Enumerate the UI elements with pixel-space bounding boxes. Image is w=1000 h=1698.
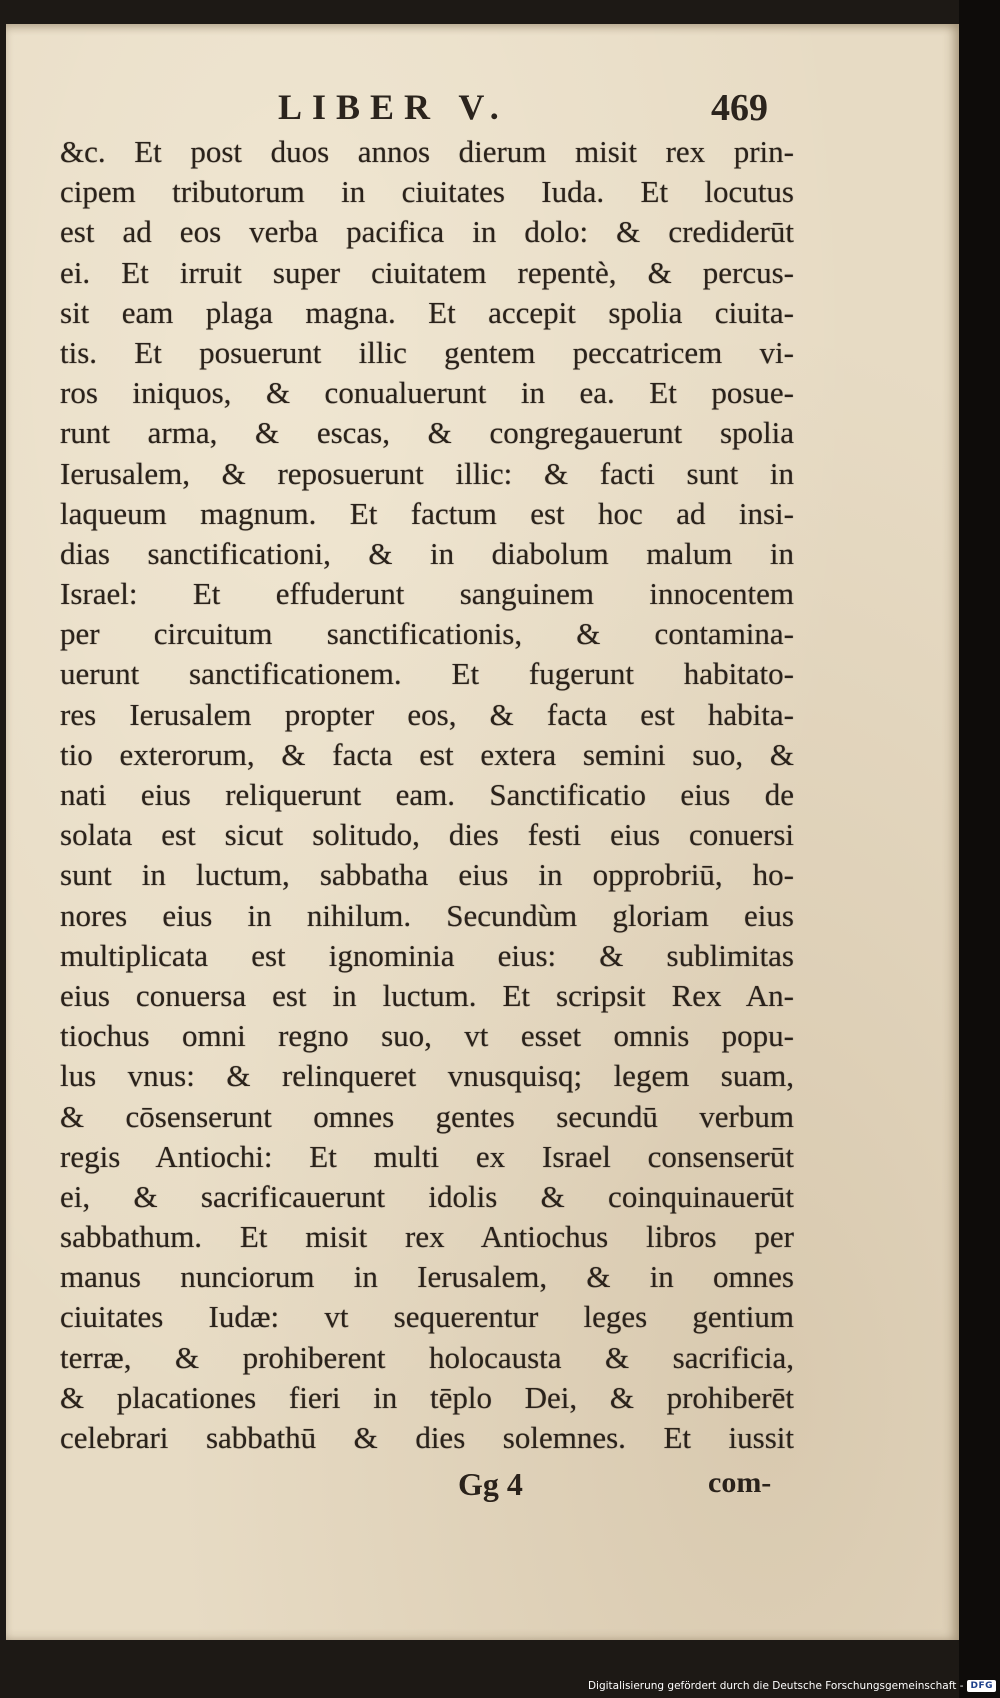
page-footer: [6, 1466, 959, 1510]
text-line: sabbathum. Et misit rex Antiochus libros per: [60, 1219, 794, 1255]
digitization-credit: [588, 1678, 996, 1694]
book-page: [6, 24, 959, 1640]
text-line: res Ierusalem propter eos, & facta est habita-: [60, 696, 794, 732]
text-line: tiochus omni regno suo, vt esset omnis popu-: [60, 1018, 794, 1054]
text-line: manus nunciorum in Ierusalem, & in omnes: [60, 1259, 794, 1295]
text-line: ros iniquos, & conualuerunt in ea. Et posue-: [60, 375, 794, 411]
text-line: est ad eos verba pacifica in dolo: & crediderūt: [60, 214, 794, 250]
text-line: tio exterorum, & facta est extera semini suo, &: [60, 736, 794, 772]
text-line: sunt in luctum, sabbatha eius in opprobriū, ho-: [60, 857, 794, 893]
catchword: com-: [708, 1466, 772, 1499]
text-line: runt arma, & escas, & congregauerunt spolia: [60, 415, 794, 451]
text-line: &c. Et post duos annos dierum misit rex prin-: [60, 134, 794, 169]
text-line: multiplicata est ignominia eius: & sublimitas: [60, 937, 794, 973]
page-number: 469: [711, 87, 768, 129]
text-line: Ierusalem, & reposuerunt illic: & facti sunt in: [60, 455, 794, 491]
text-line: & cōsenserunt omnes gentes secundū verbum: [60, 1098, 794, 1134]
text-line: cipem tributorum in ciuitates Iuda. Et locutus: [60, 174, 794, 210]
text-line: regis Antiochi: Et multi ex Israel consenserūt: [60, 1138, 794, 1174]
running-title: LIBER V.: [278, 87, 509, 127]
text-line: ei. Et irruit super ciuitatem repentè, & percus-: [60, 254, 794, 290]
text-line: ciuitates Iudæ: vt sequerentur leges gentium: [60, 1299, 794, 1335]
text-line: dias sanctificationi, & in diabolum malum in: [60, 535, 794, 571]
scan-dark-edge: [959, 0, 1000, 1698]
text-line: solata est sicut solitudo, dies festi eius conuersi: [60, 817, 794, 853]
text-line: per circuitum sanctificationis, & contamina-: [60, 616, 794, 652]
text-line: eius conuersa est in luctum. Et scripsit Rex An-: [60, 977, 794, 1013]
text-line: sit eam plaga magna. Et accepit spolia ciuita-: [60, 294, 794, 330]
text-line: ei, & sacrificauerunt idolis & coinquinauerūt: [60, 1178, 794, 1214]
text-line: Israel: Et effuderunt sanguinem innocentem: [60, 576, 794, 612]
running-head: [6, 86, 959, 130]
text-line: tis. Et posuerunt illic gentem peccatricem vi-: [60, 334, 794, 370]
text-line: celebrari sabbathū & dies solemnes. Et iussit: [60, 1420, 794, 1455]
text-line: terræ, & prohiberent holocausta & sacrificia,: [60, 1339, 794, 1375]
body-text: [60, 132, 794, 1458]
credit-text: Digitalisierung gefördert durch die Deutsche Forschungsgemeinschaft -: [587, 1680, 964, 1692]
text-line: lus vnus: & relinqueret vnusquisq; legem suam,: [60, 1058, 794, 1094]
signature-mark: Gg 4: [458, 1466, 523, 1502]
text-line: nores eius in nihilum. Secundùm gloriam eius: [60, 897, 794, 933]
text-line: nati eius reliquerunt eam. Sanctificatio eius de: [60, 777, 794, 812]
dfg-logo-icon: DFG: [967, 1680, 996, 1692]
text-line: & placationes fieri in tēplo Dei, & prohiberēt: [60, 1379, 794, 1415]
text-line: uerunt sanctificationem. Et fugerunt habitato-: [60, 656, 794, 692]
text-line: laqueum magnum. Et factum est hoc ad insi-: [60, 495, 794, 531]
